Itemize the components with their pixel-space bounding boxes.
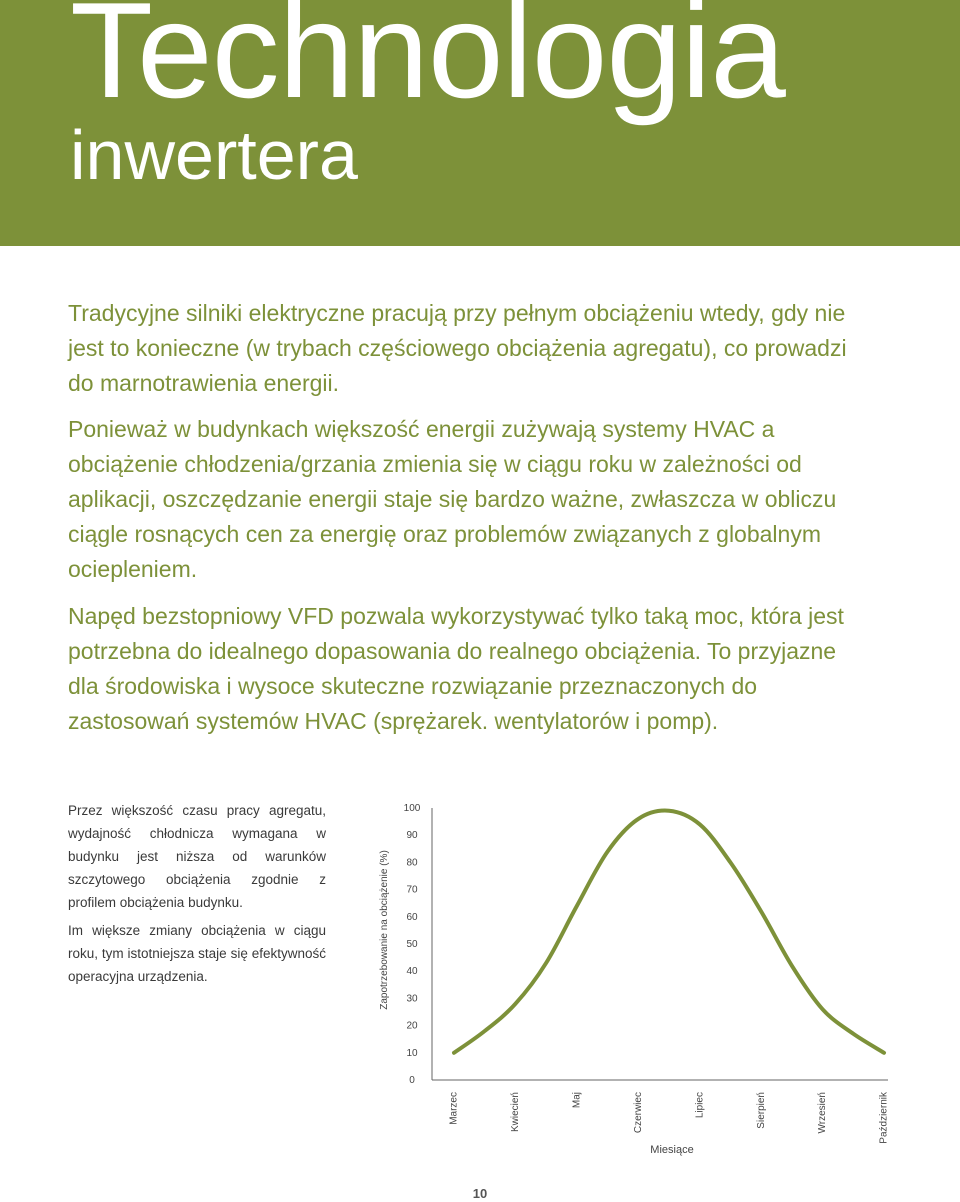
page-number: 10 [472, 1186, 488, 1201]
y-tick-label-4: 40 [406, 966, 418, 978]
x-axis-label: Miesiące [650, 1144, 694, 1156]
page-subtitle: inwertera [70, 116, 358, 194]
x-tick-label-3: Czerwiec [632, 1092, 644, 1134]
x-tick-label-0: Marzec [448, 1092, 460, 1125]
side-text-efficiency: Im większe zmiany obciążenia w ciągu roku, tym istotniejsza staje się efektywność operacyjna urządzenia. [68, 923, 326, 984]
x-tick-label-5: Sierpień [755, 1092, 767, 1129]
load-demand-chart [360, 790, 940, 1170]
y-tick-label-6: 60 [406, 911, 418, 923]
x-tick-label-2: Maj [571, 1092, 583, 1109]
header-banner [0, 0, 960, 246]
x-tick-label-1: Kwiecień [510, 1092, 522, 1133]
x-tick-label-7: Październik [878, 1092, 890, 1144]
x-tick-label-6: Wrzesień [817, 1092, 829, 1134]
intro-paragraph: Tradycyjne silniki elektryczne pracują przy pełnym obciążeniu wtedy, gdy nie jest to konieczne (w trybach częściowego obciążenia agregatu), co prowadzi do marnotrawienia energii. [68, 300, 847, 396]
load-curve [454, 811, 884, 1053]
y-tick-label-5: 50 [406, 939, 418, 950]
y-tick-label-0: 0 [409, 1075, 415, 1086]
y-tick-label-3: 30 [406, 993, 418, 1005]
y-tick-label-9: 90 [406, 830, 418, 842]
page-title: Technologia [70, 0, 785, 126]
y-tick-label-1: 10 [406, 1047, 418, 1059]
vfd-paragraph: Napęd bezstopniowy VFD pozwala wykorzystywać tylko taką moc, która jest potrzebna do idealnego dopasowania do realnego obciążenia. To przyjazne dla środowiska i wysoce skuteczne rozwiązanie przeznaczonych do zastosowań systemów HVAC (sprężarek. wentylatorów i pomp). [68, 603, 844, 734]
y-tick-label-8: 80 [406, 857, 418, 869]
side-text-capacity: Przez większość czasu pracy agregatu, wydajność chłodnicza wymagana w budynku jest niższa od warunków szczytowego obciążenia zgodnie z profilem obciążenia budynku. [68, 803, 326, 910]
y-tick-label-10: 100 [403, 803, 421, 814]
x-tick-label-4: Lipiec [694, 1092, 706, 1119]
x-tick-labels [449, 1091, 890, 1144]
y-tick-labels [404, 803, 421, 1086]
y-tick-label-7: 70 [406, 884, 418, 896]
y-tick-label-2: 20 [406, 1020, 418, 1032]
hvac-paragraph: Ponieważ w budynkach większość energii zużywają systemy HVAC a obciążenie chłodzenia/grzania zmienia się w ciągu roku w zależności od aplikacji, oszczędzanie energii staje się bardzo ważne, zwłaszcza w obliczu ciągle rosnących cen za energię oraz problemów związanych z globalnym ociepleniem. [68, 416, 837, 582]
y-axis-label: Zapotrzebowanie na obciążenie (%) [379, 850, 390, 1010]
